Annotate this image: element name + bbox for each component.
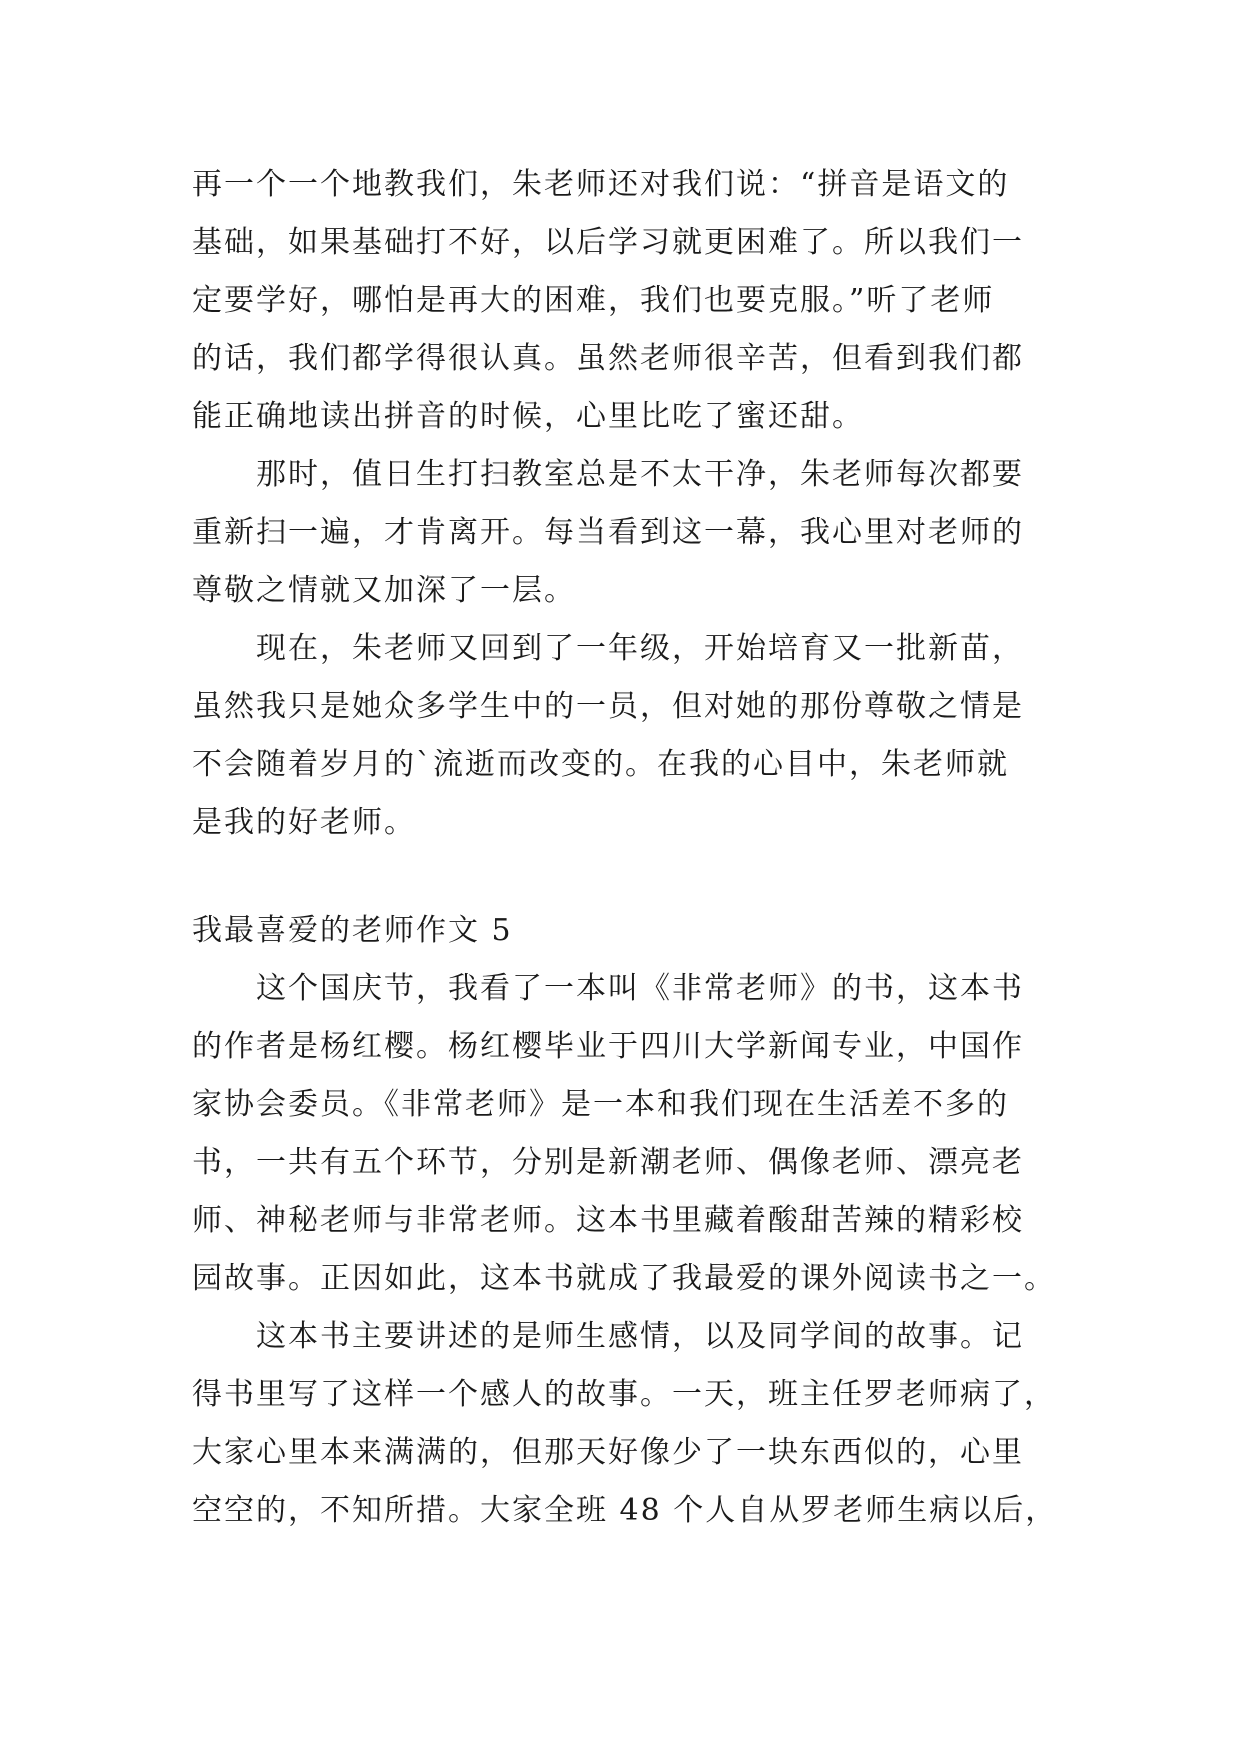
text-line: 能正确地读出拼音的时候，心里比吃了蜜还甜。 [192,399,864,434]
paragraph-first-line: 现在，朱老师又回到了一年级，开始培育又一批新苗， [256,631,1024,666]
essay-heading: 我最喜爱的老师作文 5 [192,913,513,948]
text-line: 大家心里本来满满的，但那天好像少了一块东西似的，心里 [192,1435,1024,1470]
text-line: 重新扫一遍，才肯离开。每当看到这一幕，我心里对老师的 [192,515,1024,550]
text-line: 园故事。正因如此，这本书就成了我最爱的课外阅读书之一。 [192,1261,1056,1296]
text-line: 家协会委员。《非常老师》是一本和我们现在生活差不多的 [192,1087,1009,1122]
paragraph-first-line: 这个国庆节，我看了一本叫《非常老师》的书，这本书 [256,971,1024,1006]
text-line: 不会随着岁月的`流逝而改变的。在我的心目中，朱老师就 [192,747,1009,782]
text-line: 空空的，不知所措。大家全班 48 个人自从罗老师生病以后， [192,1493,1058,1528]
essay-5 [192,902,1058,1540]
text-line: 的作者是杨红樱。杨红樱毕业于四川大学新闻专业，中国作 [192,1029,1024,1064]
text-line: 师、神秘老师与非常老师。这本书里藏着酸甜苦辣的精彩校 [192,1203,1024,1238]
text-line: 书，一共有五个环节，分别是新潮老师、偶像老师、漂亮老 [192,1145,1024,1180]
text-line: 基础，如果基础打不好，以后学习就更困难了。所以我们一 [192,225,1024,260]
text-line: 尊敬之情就又加深了一层。 [192,573,576,608]
text-line: 是我的好老师。 [192,805,416,840]
text-line: 的话，我们都学得很认真。虽然老师很辛苦，但看到我们都 [192,341,1024,376]
text-line: 得书里写了这样一个感人的故事。一天，班主任罗老师病了， [192,1377,1056,1412]
text-line: 虽然我只是她众多学生中的一员，但对她的那份尊敬之情是 [192,689,1024,724]
essay-continuation [192,156,1052,852]
paragraph-first-line: 这本书主要讲述的是师生感情，以及同学间的故事。记 [256,1319,1024,1354]
text-line: 定要学好，哪怕是再大的困难，我们也要克服。”听了老师 [192,283,995,318]
text-line: 再一个一个地教我们，朱老师还对我们说：“拼音是语文的 [192,167,1010,202]
paragraph-first-line: 那时，值日生打扫教室总是不太干净，朱老师每次都要 [256,457,1024,492]
